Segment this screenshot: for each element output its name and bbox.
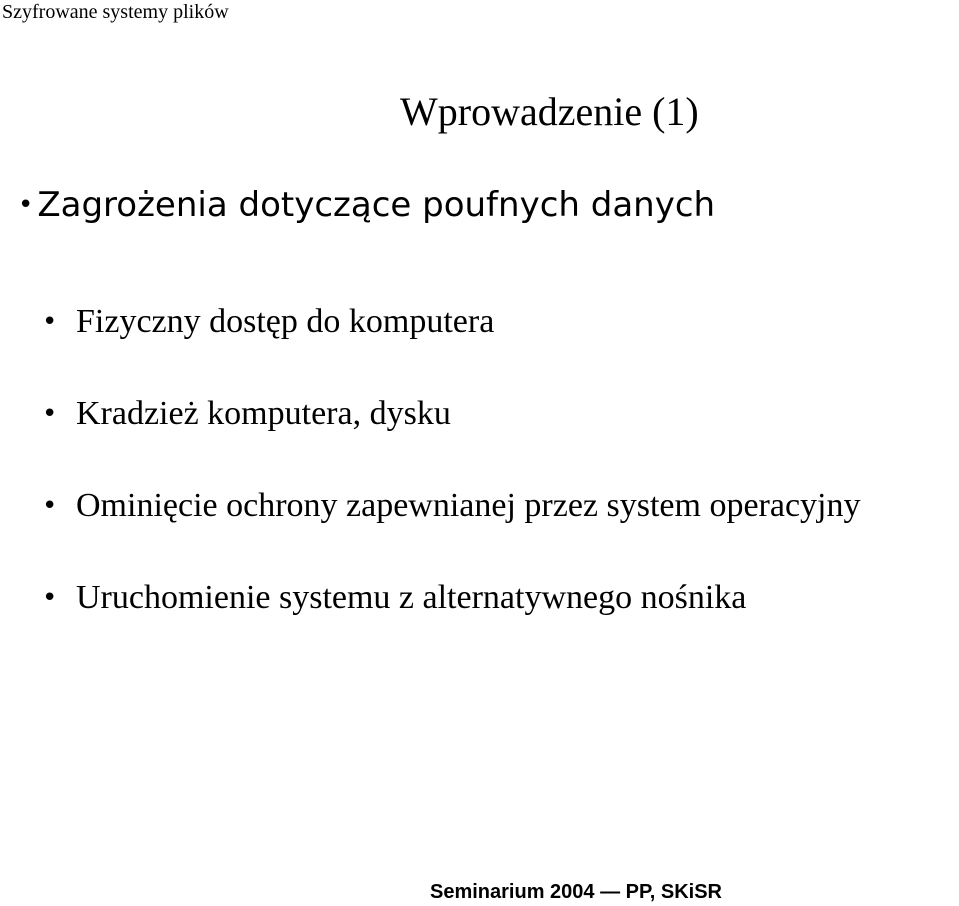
sub-bullet-item	[42, 276, 861, 368]
sub-bullet-text: Uruchomienie systemu z alternatywnego nośnika	[76, 579, 747, 616]
slide-title: Wprowadzenie (1)	[400, 89, 699, 134]
sub-bullet-text: Kradzież komputera, dysku	[76, 395, 451, 432]
sub-bullet-item	[42, 368, 861, 460]
main-bullet-point	[18, 183, 715, 227]
slide-footer: Seminarium 2004 — PP, SKiSR	[430, 881, 722, 903]
bullet-icon: •	[18, 190, 34, 220]
bullet-icon: •	[42, 399, 58, 429]
sub-bullet-item	[42, 460, 861, 552]
bullet-icon: •	[42, 583, 58, 613]
bullet-icon: •	[42, 307, 58, 337]
sub-bullet-item	[42, 552, 861, 644]
sub-bullet-list	[42, 276, 861, 644]
sub-bullet-text: Ominięcie ochrony zapewnianej przez system operacyjny	[76, 487, 861, 524]
bullet-icon: •	[42, 491, 58, 521]
presentation-header: Szyfrowane systemy plików	[2, 1, 229, 23]
main-bullet-text: Zagrożenia dotyczące poufnych danych	[37, 185, 716, 225]
sub-bullet-text: Fizyczny dostęp do komputera	[76, 303, 495, 340]
